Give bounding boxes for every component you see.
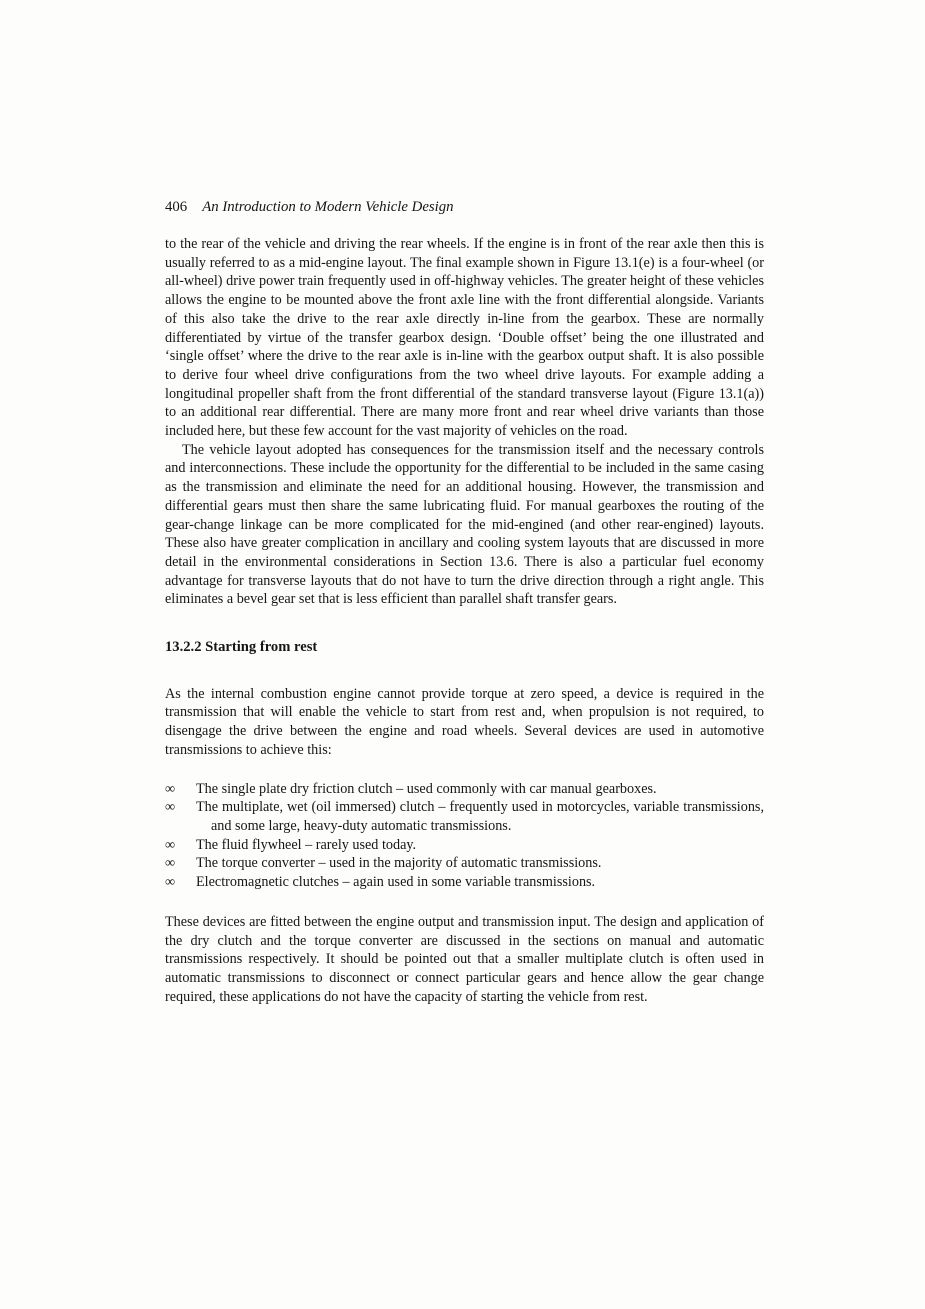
infinity-bullet-icon: ∞: [165, 780, 176, 797]
list-item-text: The multiplate, wet (oil immersed) clutch – frequently used in motorcycles, variable transmissions, and some large, heavy-duty automatic transmissions.: [196, 799, 764, 834]
list-item-text: Electromagnetic clutches – again used in some variable transmissions.: [196, 874, 596, 891]
list-item: [165, 873, 764, 892]
infinity-bullet-icon: ∞: [165, 855, 176, 872]
paragraph: to the rear of the vehicle and driving the rear wheels. If the engine is in front of the rear axle then this is usually referred to as a mid-engine layout. The final example shown in Figure 13.1(e) is a four-wheel (or all-wheel) drive power train frequently used in off-highway vehicles. The greater height of these vehicles allows the engine to be mounted above the front axle line with the front differential alongside. Variants of this also take the drive to the rear axle directly in-line from the gearbox. These are normally differentiated by virtue of the transfer gearbox design. ‘Double offset’ being the one illustrated and ‘single offset’ where the drive to the rear axle is in-line with the gearbox output shaft. It is also possible to derive four wheel drive configurations from the two wheel drive layouts. For example adding a longitudinal propeller shaft from the front differential of the standard transverse layout (Figure 13.1(a)) to an additional rear differential. There are many more front and rear wheel drive variants than those included here, but these few account for the vast majority of vehicles on the road.: [165, 236, 764, 440]
section-heading: 13.2.2 Starting from rest: [165, 639, 318, 656]
list-item-text: The fluid flywheel – rarely used today.: [196, 836, 417, 853]
page-number: 406: [165, 199, 188, 215]
infinity-bullet-icon: ∞: [165, 874, 176, 891]
list-item-text: The single plate dry friction clutch – used commonly with car manual gearboxes.: [196, 780, 657, 797]
paragraph: As the internal combustion engine cannot provide torque at zero speed, a device is required in the transmission that will enable the vehicle to start from rest and, when propulsion is not required, to disengage the drive between the engine and road wheels. Several devices are used in automotive transmissions to achieve this:: [165, 685, 764, 758]
infinity-bullet-icon: ∞: [165, 836, 176, 853]
list-item: [165, 854, 764, 873]
paragraph: The vehicle layout adopted has consequences for the transmission itself and the necessary controls and interconnections. These include the opportunity for the differential to be included in the same casing as the transmission and eliminate the need for an additional housing. However, the transmission and differential gears must then share the same lubricating fluid. For manual gearboxes the routing of the gear-change linkage can be more complicated for the mid-engined (and other rear-engined) layouts. These also have greater complication in ancillary and cooling system layouts that are discussed in more detail in the environmental considerations in Section 13.6. There is also a particular fuel economy advantage for transverse layouts that do not have to turn the drive direction through a right angle. This eliminates a bevel gear set that is less efficient than parallel shaft transfer gears.: [165, 441, 764, 608]
running-header: [165, 198, 764, 216]
paragraph: These devices are fitted between the engine output and transmission input. The design and application of the dry clutch and the torque converter are discussed in the sections on manual and automatic transmissions respectively. It should be pointed out that a smaller multiplate clutch is often used in automatic transmissions to disconnect or connect particular gears and hence allow the gear change required, these applications do not have the capacity of starting the vehicle from rest.: [165, 913, 764, 1005]
device-list: [165, 780, 764, 892]
list-item: [165, 836, 764, 855]
list-item: [165, 780, 764, 799]
text-column: [165, 198, 764, 1006]
list-item-text: The torque converter – used in the majority of automatic transmissions.: [196, 855, 602, 872]
list-item: [165, 798, 764, 835]
running-title: An Introduction to Modern Vehicle Design: [202, 199, 454, 215]
infinity-bullet-icon: ∞: [165, 799, 176, 816]
